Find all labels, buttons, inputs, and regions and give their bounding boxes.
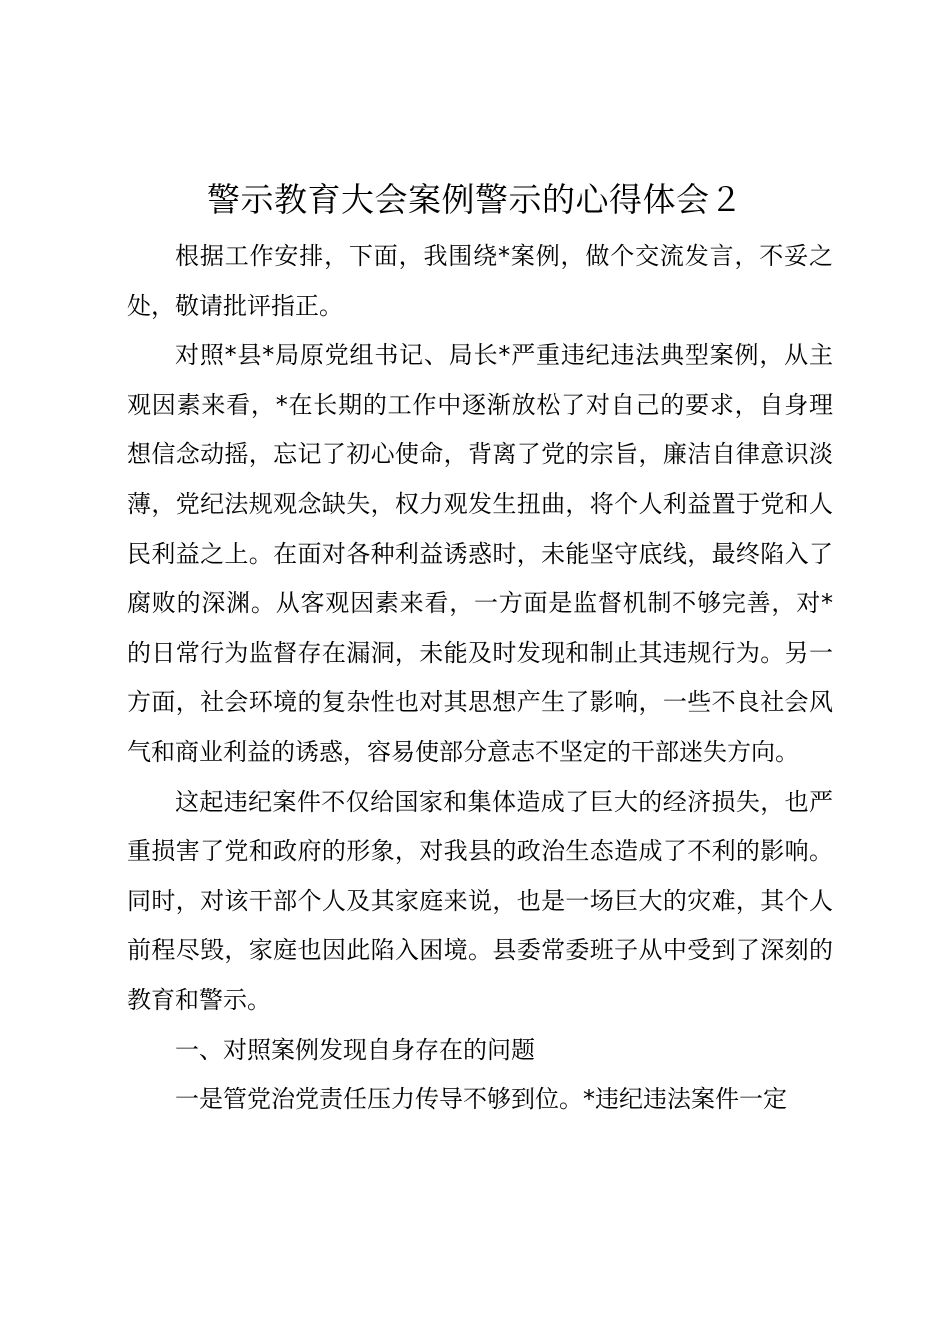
paragraph-case-analysis: 对照*县*局原党组书记、局长*严重违纪违法典型案例，从主观因素来看，*在长期的工作中逐渐放松了对自己的要求，自身理想信念动摇，忘记了初心使命，背离了党的宗旨，廉洁自律意识淡薄，党纪法规观念缺失，权力观发生扭曲，将个人利益置于党和人民利益之上。在面对各种利益诱惑时，未能坚守底线，最终陷入了腐败的深渊。从客观因素来看，一方面是监督机制不够完善，对*的日常行为监督存在漏洞，未能及时发现和制止其违规行为。另一方面，社会环境的复杂性也对其思想产生了影响，一些不良社会风气和商业利益的诱惑，容易使部分意志不坚定的干部迷失方向。 bbox=[127, 341, 833, 766]
document-title: 警示教育大会案例警示的心得体会２ bbox=[207, 180, 743, 219]
document-body bbox=[127, 232, 833, 1125]
paragraph-case-impact: 这起违纪案件不仅给国家和集体造成了巨大的经济损失，也严重损害了党和政府的形象，对我县的政治生态造成了不利的影响。同时，对该干部个人及其家庭来说，也是一场巨大的灾难，其个人前程尽毁，家庭也因此陷入困境。县委常委班子从中受到了深刻的教育和警示。 bbox=[127, 787, 833, 1014]
paragraph-first-point: 一是管党治党责任压力传导不够到位。*违纪违法案件一定 bbox=[175, 1085, 787, 1114]
section-heading: 一、对照案例发现自身存在的问题 bbox=[175, 1035, 535, 1064]
paragraph-intro: 根据工作安排，下面，我围绕*案例，做个交流发言，不妥之处，敬请批评指正。 bbox=[127, 242, 833, 320]
